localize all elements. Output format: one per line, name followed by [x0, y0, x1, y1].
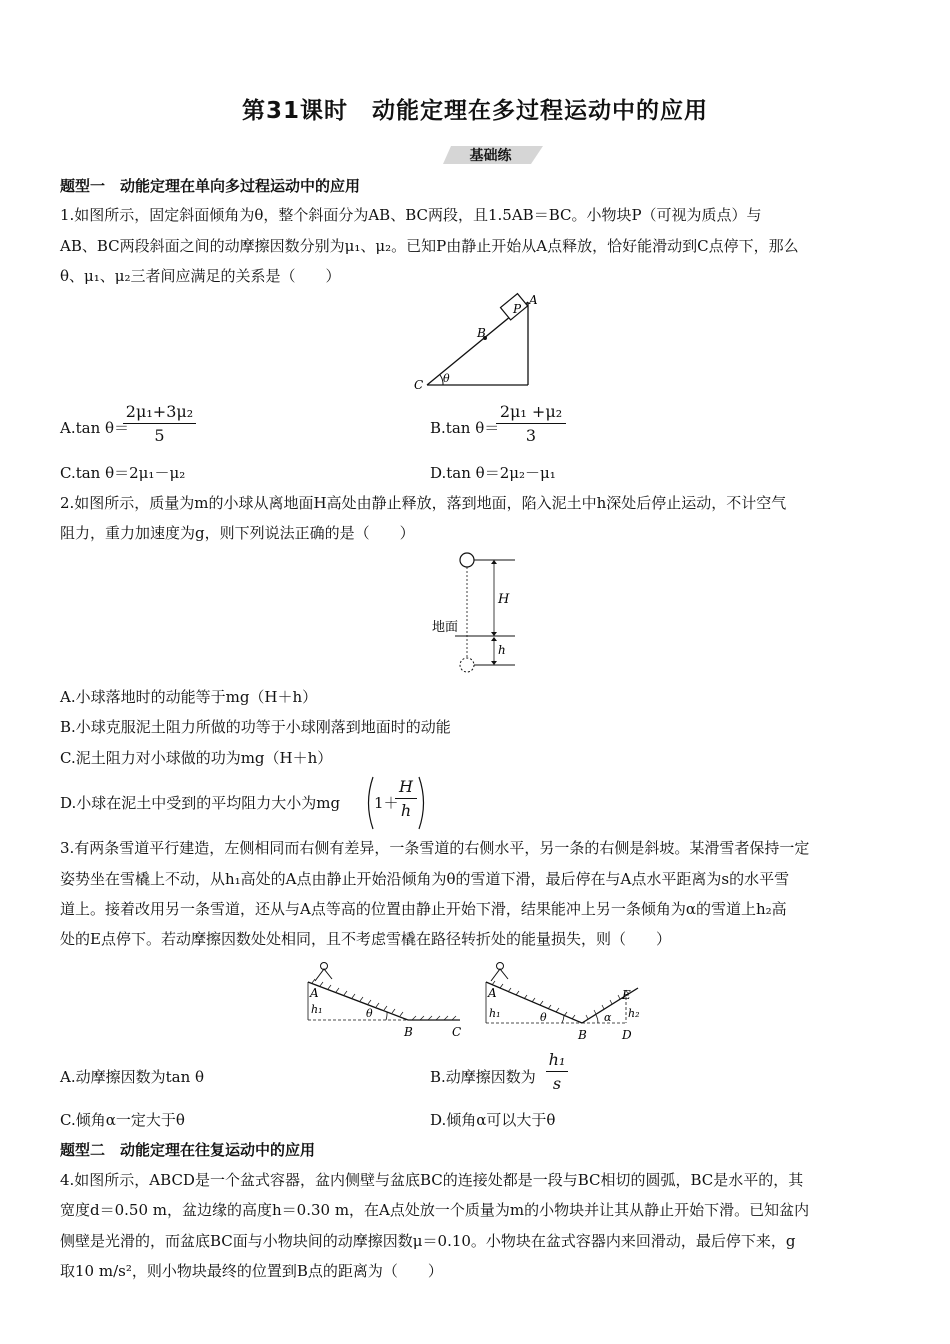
q3-right-label-theta: θ	[540, 1011, 547, 1024]
q1-text-line-3: θ、μ₁、μ₂三者间应满足的关系是（ ）	[60, 267, 341, 285]
q3-right-label-D: D	[622, 1028, 632, 1042]
fraction-bar	[496, 423, 566, 424]
q1-text-line-1: 1.如图所示，固定斜面倾角为θ，整个斜面分为AB、BC两段，且1.5AB＝BC。小物块P（可视为质点）与	[60, 206, 762, 224]
fraction-bar	[395, 798, 417, 799]
q2-option-d-prefix: D.小球在泥土中受到的平均阻力大小为mg	[60, 794, 341, 812]
q3-option-a: A.动摩擦因数为tan θ	[60, 1068, 205, 1086]
q4-text-line-4: 取10 m/s²，则小物块最终的位置到B点的距离为（ ）	[60, 1262, 443, 1280]
section-badge	[443, 144, 543, 166]
q1-option-c: C.tan θ＝2μ₁－μ₂	[60, 464, 186, 482]
q2-option-c: C.泥土阻力对小球做的功为mg（H＋h）	[60, 749, 333, 767]
q3-left-label-C: C	[452, 1025, 462, 1039]
q3-right-label-E: E	[622, 988, 631, 1002]
q3-option-d: D.倾角α可以大于θ	[430, 1111, 556, 1129]
q1-label-C: C	[414, 378, 424, 392]
q4-text-line-2: 宽度d＝0.50 m，盆边缘的高度h＝0.30 m，在A点处放一个质量为m的小物块并让其从静止开始下滑。已知盆内	[60, 1201, 810, 1219]
page-title: 第31课时 动能定理在多过程运动中的应用	[241, 98, 708, 124]
section-heading-2: 题型二 动能定理在往复运动中的应用	[60, 1141, 316, 1159]
q3-option-b-denominator: s	[552, 1074, 562, 1093]
q3-right-label-h2: h₂	[628, 1007, 640, 1020]
q1-label-B: B	[477, 326, 486, 340]
q2-text-line-2: 阻力，重力加速度为g，则下列说法正确的是（ ）	[60, 524, 415, 542]
q4-text-line-1: 4.如图所示，ABCD是一个盆式容器，盆内侧壁与盆底BC的连接处都是一段与BC相切的圆弧，BC是水平的，其	[60, 1171, 804, 1189]
q3-left-label-theta: θ	[366, 1007, 373, 1020]
q3-option-c: C.倾角α一定大于θ	[60, 1111, 185, 1129]
q1-label-P: P	[513, 302, 522, 316]
q3-left-label-A: A	[310, 986, 319, 1000]
q3-right-label-B: B	[578, 1028, 587, 1042]
q2-label-H: H	[498, 592, 510, 607]
fraction-bar	[546, 1071, 568, 1072]
q3-left-track-figure	[300, 955, 470, 1043]
q1-option-b-prefix: B.tan θ＝	[430, 419, 500, 437]
q3-text-line-2: 姿势坐在雪橇上不动，从h₁高处的A点由静止开始沿倾角为θ的雪道下滑，最后停在与A点水平距离为s的水平雪	[60, 870, 790, 888]
q3-text-line-3: 道上。接着改用另一条雪道，还从与A点等高的位置由静止开始下滑，结果能冲上另一条倾角为α的雪道上h₂高	[60, 900, 787, 918]
q1-text-line-2: AB、BC两段斜面之间的动摩擦因数分别为μ₁、μ₂。已知P由静止开始从A点释放，恰好能滑动到C点停下，那么	[60, 237, 799, 255]
section-heading-1: 题型一 动能定理在单向多过程运动中的应用	[60, 177, 361, 195]
q2-option-d-one: 1＋	[374, 794, 399, 812]
q2-ball-figure	[430, 548, 520, 676]
q1-label-A: A	[529, 293, 538, 307]
q3-right-label-h1: h₁	[489, 1007, 501, 1020]
q3-option-b-numerator: h₁	[548, 1050, 566, 1069]
q2-text-line-1: 2.如图所示，质量为m的小球从离地面H高处由静止释放，落到地面，陷入泥土中h深处后停止运动，不计空气	[60, 494, 787, 512]
q1-label-theta: θ	[443, 372, 450, 385]
q1-option-a-denominator: 5	[154, 426, 165, 445]
q2-label-ground: 地面	[432, 620, 459, 635]
q1-option-b-denominator: 3	[525, 426, 537, 445]
q3-text-line-1: 3.有两条雪道平行建造，左侧相同而右侧有差异，一条雪道的右侧水平，另一条的右侧是斜坡。某滑雪者保持一定	[60, 839, 810, 857]
q4-text-line-3: 侧壁是光滑的，而盆底BC面与小物块间的动摩擦因数μ＝0.10。小物块在盆式容器内来回滑动，最后停下来，g	[60, 1232, 796, 1250]
fraction-bar	[123, 423, 196, 424]
q3-right-label-A: A	[488, 986, 497, 1000]
q1-option-a-numerator: 2μ₁+3μ₂	[125, 402, 194, 421]
q2-label-h: h	[498, 643, 506, 657]
q3-text-line-4: 处的E点停下。若动摩擦因数处处相同，且不考虑雪橇在路径转折处的能量损失，则（ ）	[60, 930, 671, 948]
badge-label: 基础练	[469, 148, 512, 164]
q1-incline-figure	[405, 290, 545, 395]
q2-option-d-numerator: H	[399, 777, 413, 796]
q2-option-d-denominator: h	[400, 801, 412, 820]
q1-option-d: D.tan θ＝2μ₂－μ₁	[430, 464, 556, 482]
q2-option-b: B.小球克服泥土阻力所做的功等于小球刚落到地面时的动能	[60, 718, 451, 736]
q2-option-d-fraction	[395, 777, 417, 820]
q3-left-label-B: B	[404, 1025, 413, 1039]
q1-option-a-prefix: A.tan θ＝	[60, 419, 130, 437]
q1-option-a-fraction	[123, 402, 196, 445]
q3-option-b-prefix: B.动摩擦因数为	[430, 1068, 536, 1086]
q3-right-label-alpha: α	[604, 1011, 612, 1024]
q3-left-label-h1: h₁	[311, 1003, 323, 1016]
q3-option-b-fraction	[546, 1050, 568, 1093]
q2-option-a: A.小球落地时的动能等于mg（H＋h）	[60, 688, 318, 706]
q3-right-track-figure	[478, 955, 648, 1043]
q1-option-b-numerator: 2μ₁ +μ₂	[499, 402, 563, 421]
q1-option-b-fraction	[496, 402, 566, 445]
